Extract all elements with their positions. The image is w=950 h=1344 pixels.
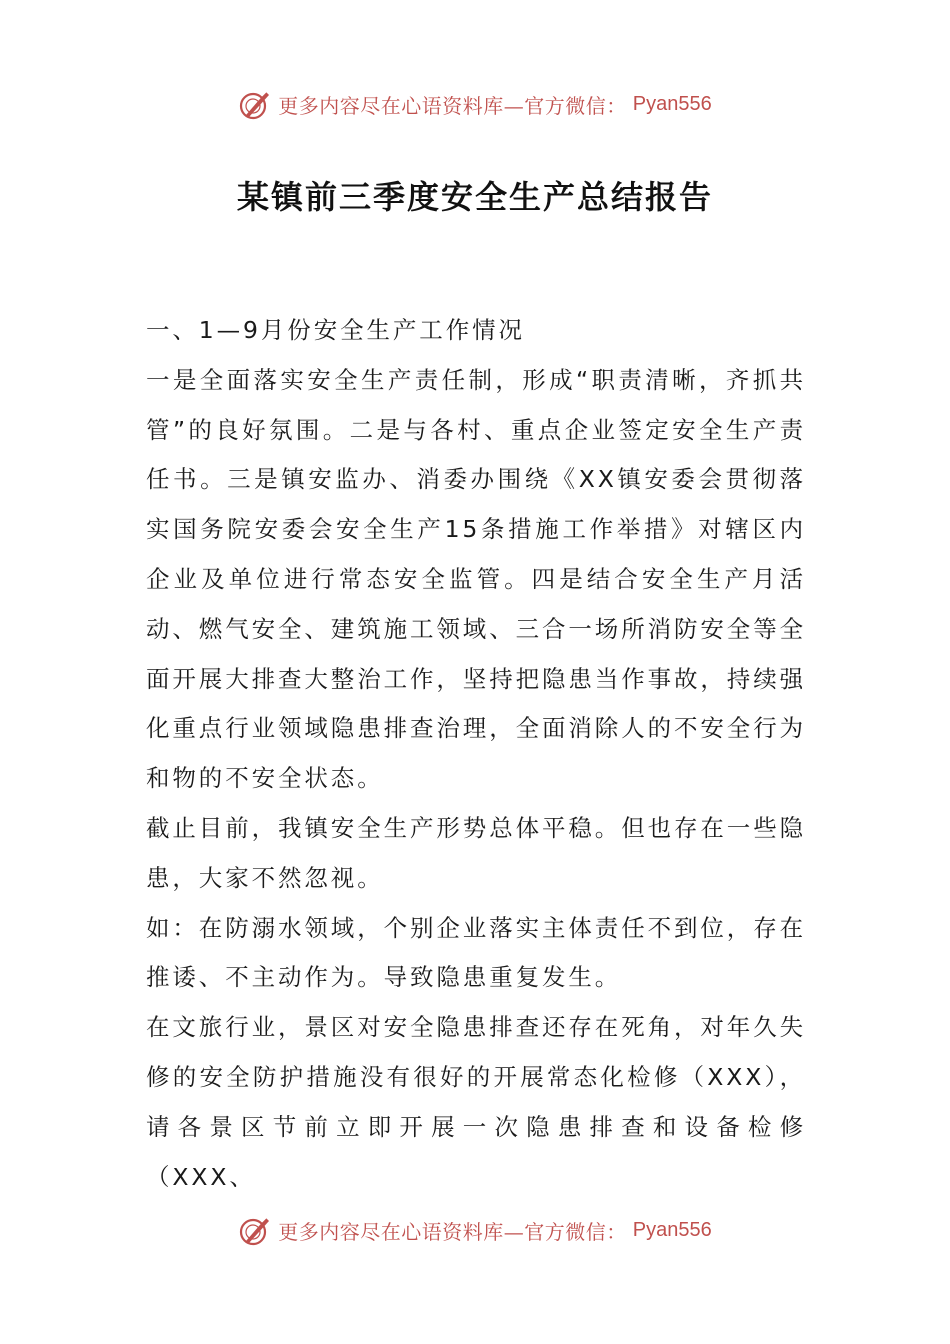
body-paragraph: 在文旅行业，景区对安全隐患排查还存在死角，对年久失修的安全防护措施没有很好的开展常态化检修（XXX），请各景区节前立即开展一次隐患排查和设备检修（XXX、 [146, 1013, 806, 1191]
wechat-id: Pyan556 [632, 1218, 712, 1241]
banner-text: 更多内容尽在心语资料库—官方微信： [278, 1219, 627, 1244]
section-heading: 一、1—9月份安全生产工作情况 [146, 316, 525, 344]
body-paragraph: 一是全面落实安全生产责任制，形成“职责清晰，齐抓共管”的良好氛围。二是与各村、重点企业签定安全生产责任书。三是镇安监办、消委办围绕《XX镇安委会贯彻落实国务院安委会安全生产15条措施工作举措》对辖区内企业及单位进行常态安全监管。四是结合安全生产月活动、燃气安全、建筑施工领域、三合一场所消防安全等全面开展大排查大整治工作，坚持把隐患当作事故，持续强化重点行业领域隐患排查治理，全面消除人的不安全行为和物的不安全状态。 [146, 365, 806, 793]
footer-banner [0, 1208, 950, 1252]
body-paragraph: 截止目前，我镇安全生产形势总体平稳。但也存在一些隐患，大家不然忽视。 [146, 813, 806, 892]
header-banner [0, 82, 950, 126]
quill-pen-logo-icon [238, 1213, 272, 1247]
body-paragraph: 如：在防溺水领域，个别企业落实主体责任不到位，存在推诿、不主动作为。导致隐患重复发生。 [146, 913, 806, 992]
document-body [146, 306, 806, 1202]
banner-text: 更多内容尽在心语资料库—官方微信： [278, 93, 627, 118]
quill-pen-logo-icon [238, 87, 272, 121]
wechat-id: Pyan556 [632, 92, 712, 115]
document-title: 某镇前三季度安全生产总结报告 [236, 178, 713, 216]
